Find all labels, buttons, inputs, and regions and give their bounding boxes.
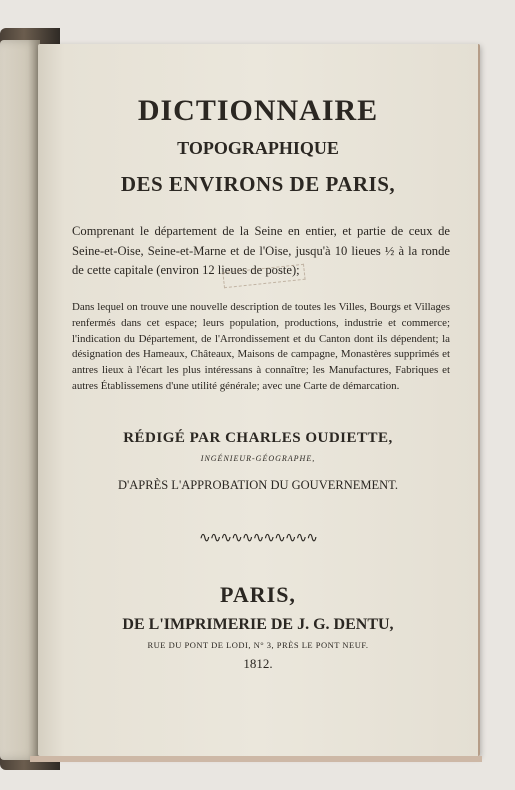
book-title-line2: TOPOGRAPHIQUE <box>177 138 339 158</box>
imprint-city: PARIS, <box>220 582 296 607</box>
imprint-year: 1812. <box>243 656 273 671</box>
title-page <box>38 44 480 756</box>
subtitle-paragraph: Comprenant le département de la Seine en entier, et partie de ceux de Seine-et-Oise, Seine-et-Marne et de l'Oise, jusqu'à 10 lieues ½ à la ronde de cette capitale (environ 12 lieues de poste); <box>72 224 450 277</box>
facing-page-edge <box>0 40 40 760</box>
page-bottom-edge <box>30 756 482 762</box>
book-title: DICTIONNAIRE <box>137 94 379 127</box>
description-paragraph: Dans lequel on trouve une nouvelle description de toutes les Villes, Bourgs et Villages renfermés dans cet espace; leurs population, productions, industrie et commerce; l'indication du Département, de l'Arrondissement et du Canton dont ils dépendent; la désignation des Hameaux, Châteaux, Maisons de campagne, Monastères supprimés et antres lieux à l'écart les plus intéressans à connaître; les Manufactures, Fabriques et autres Établissemens d'une utilité générale; avec une Carte de démarcation. <box>72 301 450 392</box>
book-title-line3: DES ENVIRONS DE PARIS, <box>120 172 396 196</box>
author-title: INGÉNIEUR-GÉOGRAPHE, <box>200 454 316 463</box>
imprint-printer: DE L'IMPRIMERIE DE J. G. DENTU, <box>122 616 394 633</box>
imprint-address: RUE DU PONT DE LODI, N° 3, PRÈS LE PONT NEUF. <box>147 640 369 650</box>
approval-line: D'APRÈS L'APPROBATION DU GOUVERNEMENT. <box>118 478 398 492</box>
ornament-divider: ∿∿∿∿∿∿∿∿∿∿∿ <box>198 531 318 546</box>
author-line: RÉDIGÉ PAR CHARLES OUDIETTE, <box>123 430 393 446</box>
